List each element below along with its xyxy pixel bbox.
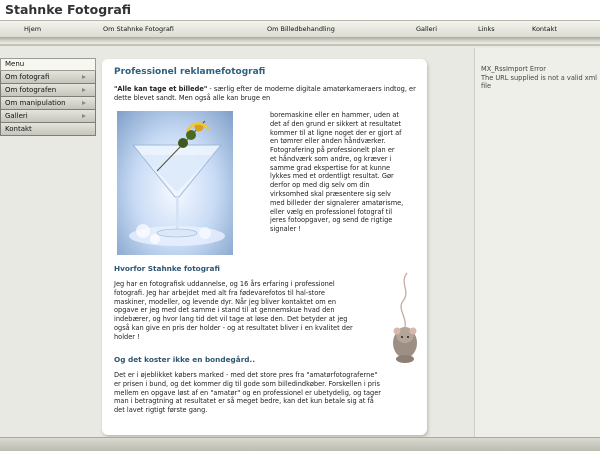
sidemenu-item-om-manipulation[interactable] (0, 97, 96, 110)
page-title: Professionel reklamefotografi (114, 67, 266, 77)
sidemenu-item-label: Galleri (5, 112, 28, 120)
mouse-photo (385, 271, 425, 367)
side-menu (0, 58, 96, 136)
nav-link-links[interactable]: Links (478, 25, 495, 33)
chevron-right-icon (82, 88, 86, 92)
sidemenu-item-label: Om manipulation (5, 99, 66, 107)
sidemenu-item-kontakt[interactable] (0, 123, 96, 136)
decorative-ledge (0, 44, 600, 46)
martini-photo (117, 111, 233, 255)
intro-quote: "Alle kan tage et billede" (114, 85, 208, 93)
para-price: Det er i øjeblikket købers marked - med det store pres fra "amatørfotograferne" er prisen i bund, og det kommer dig til gode som billedindkøber. Forskellen i pris mellem en opgave løst af en "amatør" og en professionel er ubetydelig, og tager man i betragtning at resultatet er så meget bedre, kan det kun betale sig at få det lavet rigtigt første gang. (114, 371, 381, 415)
top-navigation (0, 20, 600, 38)
site-title: Stahnke Fotografi (5, 2, 132, 17)
chevron-right-icon (82, 75, 86, 79)
section-heading-price: Og det koster ikke en bondegård.. (114, 355, 256, 364)
sidemenu-item-label: Kontakt (5, 125, 32, 133)
sidemenu-item-om-fotografi[interactable] (0, 71, 96, 84)
martini-glass-illustration (117, 111, 233, 255)
section-heading-why: Hvorfor Stahnke fotografi (114, 264, 220, 273)
main-content (102, 59, 427, 435)
para-why: Jeg har en fotografisk uddannelse, og 16 års erfaring i professionel fotografi. Jeg har arbejdet med alt fra fødevarefotos til hal-store maskiner, modeller, og levende dyr. Når jeg bliver kontaktet om en opgave er jeg med det samme i stand til at gennemskue hvad den indebærer, og hvor lang tid det vil tage at løse den. Det betyder at jeg også kan give en pris der holder - og at resultatet bliver i en kvalitet der holder ! (114, 280, 353, 341)
header (0, 0, 600, 20)
para-handvaerk: boremaskine eller en hammer, uden at det af den grund er sikkert at resultatet kommer til at ligne noget der er gjort af en tømrer eller anden håndværker. (270, 111, 402, 146)
nav-link-contact[interactable]: Kontakt (532, 25, 557, 33)
footer-bar (0, 437, 600, 451)
decorative-band (0, 37, 600, 44)
sidemenu-item-label: Om fotografen (5, 86, 57, 94)
nav-link-home[interactable]: Hjem (24, 25, 42, 33)
rss-panel (474, 48, 600, 438)
chevron-right-icon (82, 114, 86, 118)
sidemenu-item-label: Om fotografi (5, 73, 50, 81)
nav-link-about-editing[interactable]: Om Billedbehandling (267, 25, 335, 33)
para-professional: Fotografering på professionelt plan er et håndværk som andre, og kræver i samme grad ekspertise for at kunne lykkes med et ordentligt resultat. Gør derfor op med dig selv om din virksomhed skal præsentere sig selv med billeder der signalerer amatørisme, eller vælg en professionel fotograf til jeres fotoopgaver, og send de rigtige signaler ! (270, 146, 404, 234)
chevron-right-icon (82, 101, 86, 105)
side-menu-heading: Menu (0, 58, 96, 71)
intro-text: - særlig efter de moderne digitale amatørkameraers indtog, er dette blevet sandt. Men også alle kan bruge en (114, 85, 416, 102)
sidemenu-item-galleri[interactable] (0, 110, 96, 123)
intro-paragraph (114, 85, 418, 103)
nav-link-about-stahnke[interactable]: Om Stahnke Fotografi (103, 25, 174, 33)
sidemenu-item-om-fotografen[interactable] (0, 84, 96, 97)
rss-error-message: MX_RssImport Error The URL supplied is not a valid xml file (481, 65, 597, 91)
nav-link-gallery[interactable]: Galleri (416, 25, 438, 33)
